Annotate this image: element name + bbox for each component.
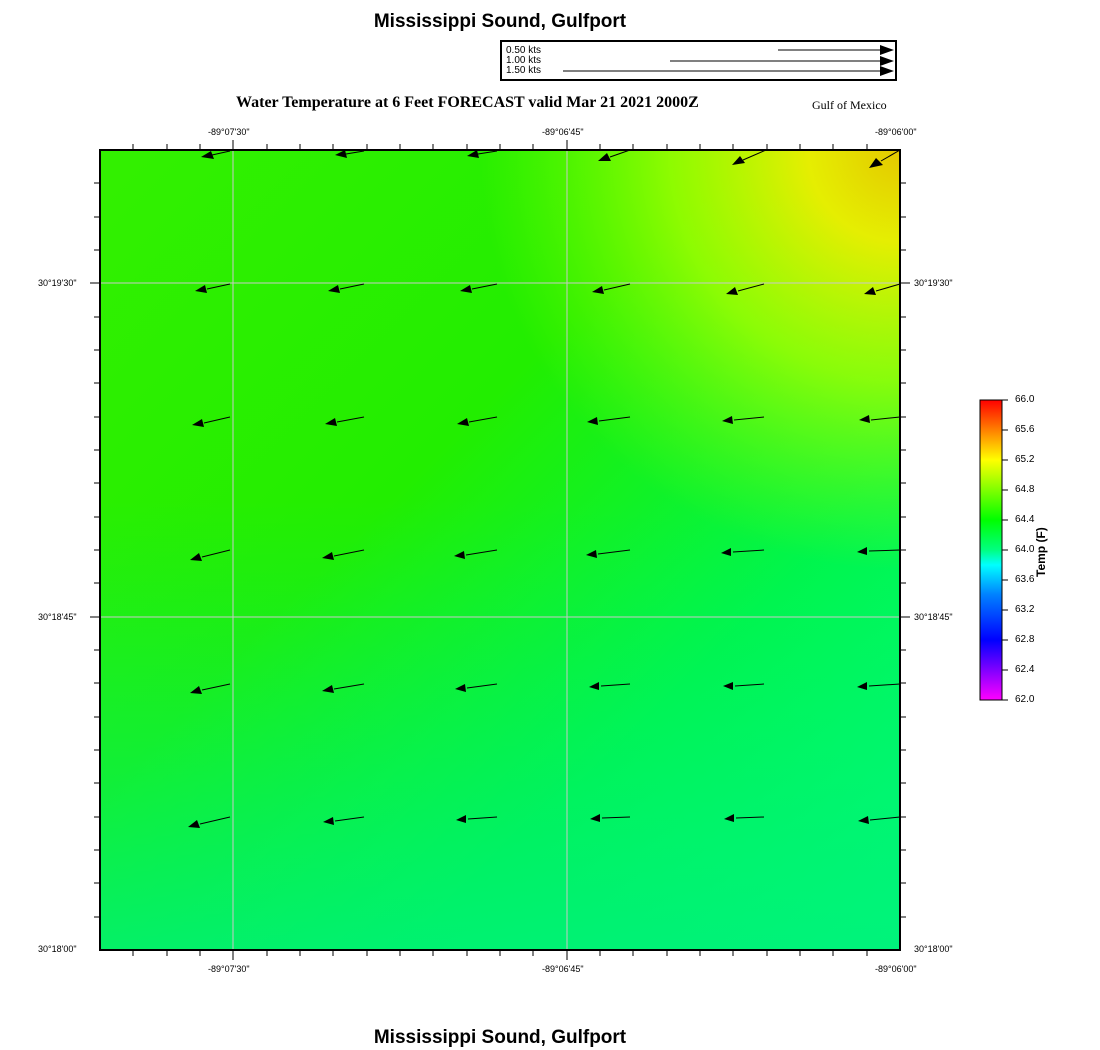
colorbar-title: Temp (F)	[1034, 527, 1048, 577]
map-title: Mississippi Sound, Gulfport	[373, 11, 627, 32]
lat-tick-left-2: 30°18'45"	[38, 612, 77, 622]
colorbar-label: 65.6	[1015, 424, 1035, 435]
forecast-subtitle: Water Temperature at 6 Feet FORECAST valid Mar 21 2021 2000Z	[236, 94, 699, 111]
colorbar-label: 62.8	[1015, 634, 1035, 645]
colorbar-label: 63.2	[1015, 604, 1035, 615]
vector-legend-label-100: 1.00 kts	[506, 55, 542, 66]
colorbar-label: 62.4	[1015, 664, 1035, 675]
colorbar-label: 64.8	[1015, 484, 1035, 495]
colorbar	[980, 400, 1002, 700]
region-label: Gulf of Mexico	[812, 98, 887, 112]
lat-tick-right-2: 30°18'45"	[914, 612, 953, 622]
lon-tick-bottom-2: -89°06'45"	[542, 964, 584, 974]
colorbar-ticks	[1002, 400, 1008, 700]
lat-tick-left-1: 30°19'30"	[38, 278, 77, 288]
temperature-field-warm-corner	[100, 150, 900, 950]
lon-tick-top-1: -89°07'30"	[208, 127, 250, 137]
colorbar-label: 62.0	[1015, 694, 1035, 705]
colorbar-label: 63.6	[1015, 574, 1035, 585]
lon-tick-top-2: -89°06'45"	[542, 127, 584, 137]
lat-tick-left-3: 30°18'00"	[38, 944, 77, 954]
vector-legend-label-050: 0.50 kts	[506, 45, 542, 56]
lon-tick-bottom-1: -89°07'30"	[208, 964, 250, 974]
lat-tick-right-1: 30°19'30"	[914, 278, 953, 288]
lon-tick-bottom-3: -89°06'00"	[875, 964, 917, 974]
lon-tick-top-3: -89°06'00"	[875, 127, 917, 137]
colorbar-label: 65.2	[1015, 454, 1035, 465]
lat-tick-right-3: 30°18'00"	[914, 944, 953, 954]
colorbar-label: 64.0	[1015, 544, 1035, 555]
colorbar-label: 66.0	[1015, 394, 1035, 405]
map-footer-title: Mississippi Sound, Gulfport	[373, 1027, 627, 1048]
colorbar-label: 64.4	[1015, 514, 1035, 525]
vector-legend-label-150: 1.50 kts	[506, 65, 542, 76]
